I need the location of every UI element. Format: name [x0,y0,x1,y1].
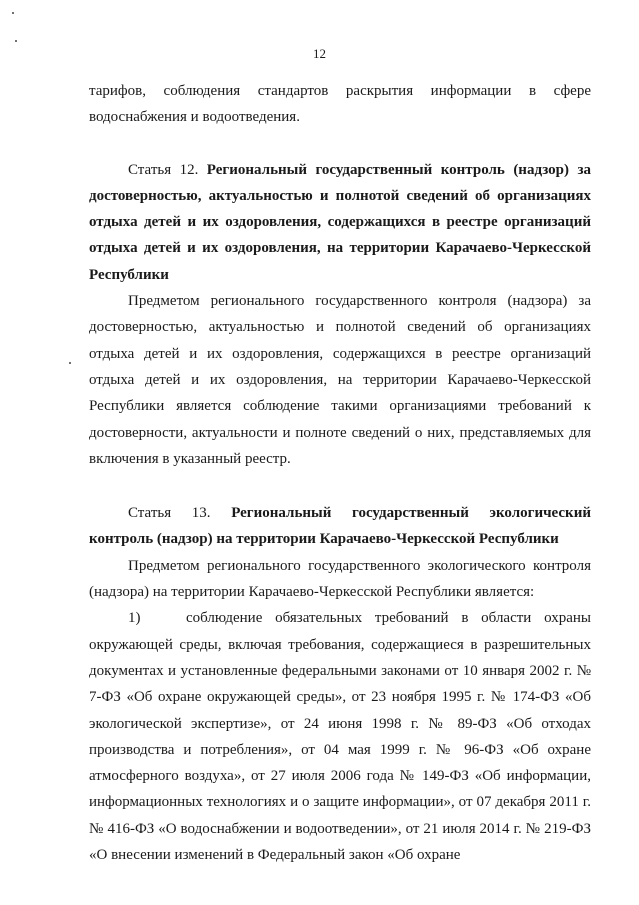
article-13-title: Региональный государственный экологический контроль (надзор) на территории Карачаево-Черкесской Республики [89,505,591,548]
article-13-prefix: Статья 13. [128,505,232,522]
article-13-heading [89,500,591,553]
list-item-1-number: 1) [128,610,141,627]
article-12-prefix: Статья 12. [128,161,207,178]
scan-speck [15,40,17,42]
document-body [89,78,591,868]
article-12-title: Региональный государственный контроль (надзор) за достоверностью, актуальностью и полнотой сведений об организациях отдыха детей и их оздоровления, содержащихся в реестре организаций отдыха детей и их оздоровления, на территории Карачаево-Черкесской Республики [89,161,591,283]
page-number: 12 [313,46,326,61]
paragraph-continuation: тарифов, соблюдения стандартов раскрытия информации в сфере водоснабжения и водоотведения. [89,83,591,126]
article-12-heading [89,157,591,288]
scan-speck [69,362,71,364]
list-item-1 [89,605,591,868]
list-item-1-text: соблюдение обязательных требований в области охраны окружающей среды, включая требования, содержащиеся в разрешительных документах и установленные федеральными законами от 10 января 2002 г. № 7-ФЗ «Об охране окружающей среды», от 23 ноября 1995 г. № 174-ФЗ «Об экологической экспертизе», от 24 июня 1998 г. № 89-ФЗ «Об отходах производства и потребления», от 04 мая 1999 г. № 96-ФЗ «Об охране атмосферного воздуха», от 27 июля 2006 года № 149-ФЗ «Об информации, информационных технологиях и о защите информации», от 07 декабря 2011 г. № 416-ФЗ «О водоснабжении и водоотведении», от 21 июля 2014 г. № 219-ФЗ «О внесении изменений в Федеральный закон «Об охране [89,610,591,864]
article-12-body: Предметом регионального государственного контроля (надзора) за достоверностью, актуальностью и полнотой сведений об организациях отдыха детей и их оздоровления, содержащихся в реестре организаций отдыха детей и их оздоровления, на территории Карачаево-Черкесской Республики является соблюдение такими организациями требований к достоверности, актуальности и полноте сведений о них, представляемых для включения в указанный реестр. [89,293,591,467]
scan-speck [12,12,14,14]
article-13-body: Предметом регионального государственного экологического контроля (надзора) на территории Карачаево-Черкесской Республики является: [89,557,591,601]
